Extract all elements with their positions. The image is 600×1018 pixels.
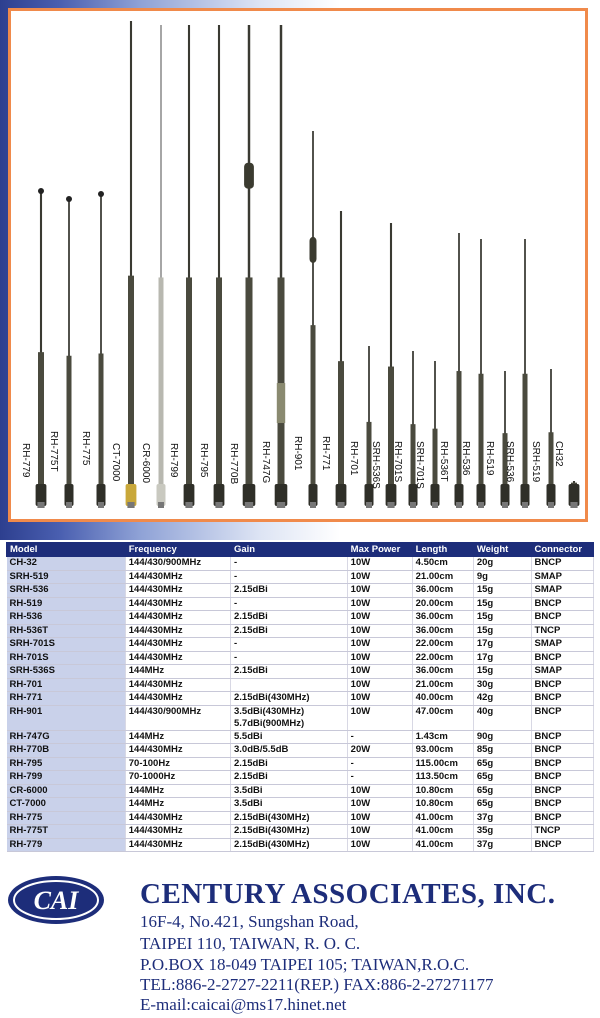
antenna-connector-pin xyxy=(478,502,484,508)
cell-max-power: 10W xyxy=(347,584,412,598)
cell-gain: 2.15dBi xyxy=(230,611,347,625)
spec-row xyxy=(7,611,594,625)
spec-table-body xyxy=(7,557,594,852)
antenna-model-label: RH-771 xyxy=(320,436,331,471)
cell-gain xyxy=(230,678,347,692)
antenna-model-label: SRH-536S xyxy=(370,441,381,489)
cai-logo xyxy=(6,874,106,926)
antenna-model-label: SRH-701S xyxy=(414,441,425,489)
cell-frequency: 144/430MHz xyxy=(125,692,230,706)
spec-row xyxy=(7,811,594,825)
spec-row xyxy=(7,584,594,598)
cell-frequency: 144/430MHz xyxy=(125,570,230,584)
cell-frequency: 144/430MHz xyxy=(125,744,230,758)
cell-gain: 2.15dBi xyxy=(230,624,347,638)
antenna-model-label: RH-779 xyxy=(20,443,31,478)
cell-weight: 15g xyxy=(473,584,531,598)
cell-length: 4.50cm xyxy=(412,557,473,571)
antenna-model-label: CH32 xyxy=(553,441,564,467)
cell-gain: 2.15dBi xyxy=(230,771,347,785)
antenna-model-label: RH-770B xyxy=(228,443,239,485)
spec-row xyxy=(7,678,594,692)
cell-model: RH-536T xyxy=(7,624,126,638)
cell-max-power: 10W xyxy=(347,825,412,839)
spec-row xyxy=(7,557,594,571)
cell-model: RH-775 xyxy=(7,811,126,825)
antenna-connector-pin xyxy=(456,502,462,508)
cell-model: RH-775T xyxy=(7,825,126,839)
spec-row xyxy=(7,638,594,652)
antenna-lower-section xyxy=(38,352,44,484)
col-header-gain: Gain xyxy=(230,543,347,557)
cell-frequency: 144MHz xyxy=(125,784,230,798)
antenna-lower-section xyxy=(571,483,577,484)
spec-row xyxy=(7,798,594,812)
cell-length: 22.00cm xyxy=(412,638,473,652)
antenna-lower-section xyxy=(99,354,104,485)
cell-max-power: 10W xyxy=(347,638,412,652)
cell-weight: 9g xyxy=(473,570,531,584)
cell-weight: 42g xyxy=(473,692,531,706)
cell-weight: 30g xyxy=(473,678,531,692)
cell-connector: SMAP xyxy=(531,638,593,652)
spec-row xyxy=(7,784,594,798)
antenna-model-label: RH-747G xyxy=(260,441,271,484)
cell-frequency: 144/430MHz xyxy=(125,811,230,825)
antenna-model-label: RH-536 xyxy=(460,441,471,476)
col-header-frequency: Frequency xyxy=(125,543,230,557)
antenna-coil-section xyxy=(277,383,285,423)
cell-max-power: 10W xyxy=(347,570,412,584)
phone-fax: TEL:886-2-2727-2211(REP.) FAX:886-2-27271177 xyxy=(140,975,494,994)
cell-frequency: 144/430MHz xyxy=(125,597,230,611)
cell-max-power: 10W xyxy=(347,557,412,571)
cell-weight: 40g xyxy=(473,705,531,730)
company-name: CENTURY ASSOCIATES, INC. xyxy=(140,878,556,910)
cell-weight: 37g xyxy=(473,838,531,852)
antenna-lower-section xyxy=(186,277,192,484)
spec-row xyxy=(7,771,594,785)
antenna-lower-section xyxy=(338,361,344,484)
antenna-connector-pin xyxy=(410,502,416,508)
cell-gain: 3.0dB/5.5dB xyxy=(230,744,347,758)
cell-frequency: 70-1000Hz xyxy=(125,771,230,785)
cell-frequency: 70-100Hz xyxy=(125,757,230,771)
antenna-model-label: RH-536T xyxy=(438,441,449,482)
cell-connector: SMAP xyxy=(531,570,593,584)
cell-frequency: 144/430MHz xyxy=(125,611,230,625)
cell-gain: 2.15dBi(430MHz) xyxy=(230,825,347,839)
cell-connector: BNCP xyxy=(531,597,593,611)
cell-frequency: 144/430MHz xyxy=(125,624,230,638)
cell-connector: BNCP xyxy=(531,611,593,625)
cell-length: 41.00cm xyxy=(412,825,473,839)
cell-connector: SMAP xyxy=(531,665,593,679)
cell-max-power: 10W xyxy=(347,624,412,638)
cell-connector: BNCP xyxy=(531,784,593,798)
cell-connector: BNCP xyxy=(531,651,593,665)
antenna-lower-section xyxy=(433,429,438,484)
antenna-lower-section xyxy=(246,277,253,484)
cell-length: 21.00cm xyxy=(412,570,473,584)
cell-length: 36.00cm xyxy=(412,611,473,625)
antenna-lower-section xyxy=(311,325,316,484)
cell-frequency: 144/430MHz xyxy=(125,825,230,839)
cell-length: 21.00cm xyxy=(412,678,473,692)
cell-model: SRH-536 xyxy=(7,584,126,598)
cell-model: SRH-519 xyxy=(7,570,126,584)
cell-max-power: 10W xyxy=(347,651,412,665)
cell-connector: BNCP xyxy=(531,557,593,571)
cell-connector: BNCP xyxy=(531,771,593,785)
antenna-connector-pin xyxy=(337,502,344,508)
cell-length: 10.80cm xyxy=(412,784,473,798)
cell-max-power: 10W xyxy=(347,665,412,679)
address-line-1: 16F-4, No.421, Sungshan Road, xyxy=(140,912,359,931)
cell-length: 36.00cm xyxy=(412,624,473,638)
antenna-connector-pin xyxy=(127,502,134,508)
spec-row xyxy=(7,838,594,852)
cell-connector: TNCP xyxy=(531,624,593,638)
cell-weight: 65g xyxy=(473,798,531,812)
antenna-connector-pin xyxy=(98,502,104,508)
cell-gain: - xyxy=(230,651,347,665)
cell-weight: 65g xyxy=(473,757,531,771)
cell-gain: 2.15dBi xyxy=(230,665,347,679)
cell-length: 40.00cm xyxy=(412,692,473,706)
antenna-lower-section xyxy=(479,374,484,484)
cell-max-power: - xyxy=(347,730,412,744)
spec-row xyxy=(7,597,594,611)
cell-weight: 85g xyxy=(473,744,531,758)
antenna-lower-section xyxy=(159,277,164,484)
cell-frequency: 144/430MHz xyxy=(125,838,230,852)
cell-connector: BNCP xyxy=(531,838,593,852)
antenna-model-label: CR-6000 xyxy=(140,443,151,484)
spec-table-container xyxy=(6,542,594,864)
cell-weight: 17g xyxy=(473,651,531,665)
cell-weight: 15g xyxy=(473,624,531,638)
cell-weight: 15g xyxy=(473,611,531,625)
antenna-model-label: SRH-519 xyxy=(530,441,541,483)
cell-model: RH-701 xyxy=(7,678,126,692)
spec-row xyxy=(7,570,594,584)
cell-model: RH-779 xyxy=(7,838,126,852)
cell-length: 115.00cm xyxy=(412,757,473,771)
antenna-model-label: RH-775T xyxy=(48,431,59,472)
cell-length: 36.00cm xyxy=(412,584,473,598)
cell-frequency: 144MHz xyxy=(125,730,230,744)
cell-max-power: 10W xyxy=(347,798,412,812)
antenna-connector-pin xyxy=(158,502,164,508)
cell-weight: 35g xyxy=(473,825,531,839)
cell-max-power: 10W xyxy=(347,784,412,798)
cell-length: 20.00cm xyxy=(412,597,473,611)
antenna-loading-coil xyxy=(244,163,254,189)
cell-max-power: 10W xyxy=(347,611,412,625)
cell-gain: - xyxy=(230,557,347,571)
cell-length: 113.50cm xyxy=(412,771,473,785)
cell-connector: BNCP xyxy=(531,744,593,758)
cell-length: 10.80cm xyxy=(412,798,473,812)
cell-max-power: 10W xyxy=(347,678,412,692)
cell-weight: 37g xyxy=(473,811,531,825)
antenna-connector-pin xyxy=(277,502,285,508)
antenna-connector-pin xyxy=(387,502,394,508)
cell-model: RH-901 xyxy=(7,705,126,730)
logo-text: CAI xyxy=(33,886,79,915)
antenna-model-label: RH-775 xyxy=(80,431,91,466)
cell-model: RH-770B xyxy=(7,744,126,758)
cell-gain: 3.5dBi(430MHz) 5.7dBi(900MHz) xyxy=(230,705,347,730)
cell-gain: 3.5dBi xyxy=(230,798,347,812)
antenna-connector-pin xyxy=(66,502,72,508)
cell-length: 47.00cm xyxy=(412,705,473,730)
spec-row xyxy=(7,744,594,758)
email-address: E-mail:caicai@ms17.hinet.net xyxy=(140,995,347,1014)
cell-length: 93.00cm xyxy=(412,744,473,758)
antenna-connector-pin xyxy=(37,502,44,508)
spec-row xyxy=(7,757,594,771)
cell-model: RH-747G xyxy=(7,730,126,744)
cell-max-power: 10W xyxy=(347,705,412,730)
antenna-connector-pin xyxy=(502,502,508,508)
antenna-lower-section xyxy=(278,277,285,484)
cell-frequency: 144/430/900MHz xyxy=(125,705,230,730)
company-footer xyxy=(0,868,600,1018)
spec-row xyxy=(7,825,594,839)
cell-connector: BNCP xyxy=(531,798,593,812)
antenna-connector-pin xyxy=(548,502,554,508)
cell-frequency: 144MHz xyxy=(125,665,230,679)
cell-gain: 2.15dBi(430MHz) xyxy=(230,692,347,706)
cell-weight: 65g xyxy=(473,784,531,798)
cell-connector: BNCP xyxy=(531,692,593,706)
cell-weight: 15g xyxy=(473,597,531,611)
cell-gain: - xyxy=(230,638,347,652)
cell-gain: 2.15dBi xyxy=(230,584,347,598)
cell-model: SRH-701S xyxy=(7,638,126,652)
cell-model: RH-519 xyxy=(7,597,126,611)
col-header-weight: Weight xyxy=(473,543,531,557)
cell-connector: SMAP xyxy=(531,584,593,598)
spec-row xyxy=(7,705,594,730)
cell-max-power: 10W xyxy=(347,597,412,611)
antenna-model-label: RH-901 xyxy=(292,436,303,471)
cell-model: CR-6000 xyxy=(7,784,126,798)
cell-model: CT-7000 xyxy=(7,798,126,812)
antenna-connector-pin xyxy=(310,502,316,508)
antenna-tip-ball xyxy=(66,196,72,202)
cell-model: RH-771 xyxy=(7,692,126,706)
cell-frequency: 144/430MHz xyxy=(125,638,230,652)
cell-weight: 90g xyxy=(473,730,531,744)
cell-gain: 2.15dBi(430MHz) xyxy=(230,838,347,852)
cell-max-power: 10W xyxy=(347,811,412,825)
antenna-connector-pin xyxy=(366,502,372,508)
cell-max-power: 10W xyxy=(347,838,412,852)
cell-length: 1.43cm xyxy=(412,730,473,744)
cell-gain: - xyxy=(230,597,347,611)
antenna-connector-pin xyxy=(432,502,438,508)
col-header-length: Length xyxy=(412,543,473,557)
cell-model: CH-32 xyxy=(7,557,126,571)
cell-weight: 15g xyxy=(473,665,531,679)
cell-model: RH-536 xyxy=(7,611,126,625)
cell-gain: - xyxy=(230,570,347,584)
cell-gain: 3.5dBi xyxy=(230,784,347,798)
antenna-lower-section xyxy=(216,277,222,484)
spec-table-header-row xyxy=(7,543,594,557)
antenna-connector-pin xyxy=(522,502,528,508)
cell-gain: 2.15dBi xyxy=(230,757,347,771)
antenna-loading-coil xyxy=(310,237,317,263)
cell-model: SRH-536S xyxy=(7,665,126,679)
spec-row xyxy=(7,651,594,665)
col-header-max-power: Max Power xyxy=(347,543,412,557)
spec-table xyxy=(6,542,594,852)
antenna-connector-pin xyxy=(215,502,222,508)
cell-connector: BNCP xyxy=(531,730,593,744)
spec-row xyxy=(7,665,594,679)
antenna-tip-ball xyxy=(98,191,104,197)
cell-model: RH-701S xyxy=(7,651,126,665)
antenna-photo xyxy=(8,8,588,522)
antenna-model-label: RH-799 xyxy=(168,443,179,478)
col-header-connector: Connector xyxy=(531,543,593,557)
antenna-model-label: RH-701S xyxy=(392,441,403,483)
cell-frequency: 144/430MHz xyxy=(125,584,230,598)
cell-connector: BNCP xyxy=(531,757,593,771)
cell-frequency: 144/430MHz xyxy=(125,678,230,692)
antenna-model-label: CT-7000 xyxy=(110,443,121,482)
cell-weight: 17g xyxy=(473,638,531,652)
antenna-tip-ball xyxy=(38,188,44,194)
cell-frequency: 144/430/900MHz xyxy=(125,557,230,571)
cell-frequency: 144MHz xyxy=(125,798,230,812)
cell-max-power: 10W xyxy=(347,692,412,706)
antenna-lower-section xyxy=(523,374,528,484)
cell-length: 36.00cm xyxy=(412,665,473,679)
cell-max-power: 20W xyxy=(347,744,412,758)
cell-connector: BNCP xyxy=(531,811,593,825)
cell-gain: 5.5dBi xyxy=(230,730,347,744)
cell-frequency: 144/430MHz xyxy=(125,651,230,665)
antenna-model-label: RH-795 xyxy=(198,443,209,478)
antenna-model-label: SRH-536 xyxy=(504,441,515,483)
antenna-model-label: RH-519 xyxy=(484,441,495,476)
address-line-2: TAIPEI 110, TAIWAN, R. O. C. xyxy=(140,934,361,953)
cell-connector: BNCP xyxy=(531,678,593,692)
address-line-3: P.O.BOX 18-049 TAIPEI 105; TAIWAN,R.O.C. xyxy=(140,955,470,974)
spec-row xyxy=(7,692,594,706)
antenna-lower-section xyxy=(128,276,134,484)
antenna-lower-section xyxy=(67,356,72,484)
cell-connector: TNCP xyxy=(531,825,593,839)
antenna-connector-pin xyxy=(245,502,253,508)
cell-model: RH-795 xyxy=(7,757,126,771)
cell-max-power: - xyxy=(347,771,412,785)
cell-max-power: - xyxy=(347,757,412,771)
cell-length: 41.00cm xyxy=(412,811,473,825)
antenna-connector-pin xyxy=(185,502,192,508)
col-header-model: Model xyxy=(7,543,126,557)
antenna-connector-pin xyxy=(570,502,577,508)
cell-length: 22.00cm xyxy=(412,651,473,665)
antenna-model-label: RH-701 xyxy=(348,441,359,476)
cell-gain: 2.15dBi(430MHz) xyxy=(230,811,347,825)
cell-weight: 65g xyxy=(473,771,531,785)
cell-weight: 20g xyxy=(473,557,531,571)
spec-row xyxy=(7,624,594,638)
cell-model: RH-799 xyxy=(7,771,126,785)
cell-length: 41.00cm xyxy=(412,838,473,852)
cell-connector: BNCP xyxy=(531,705,593,730)
spec-row xyxy=(7,730,594,744)
